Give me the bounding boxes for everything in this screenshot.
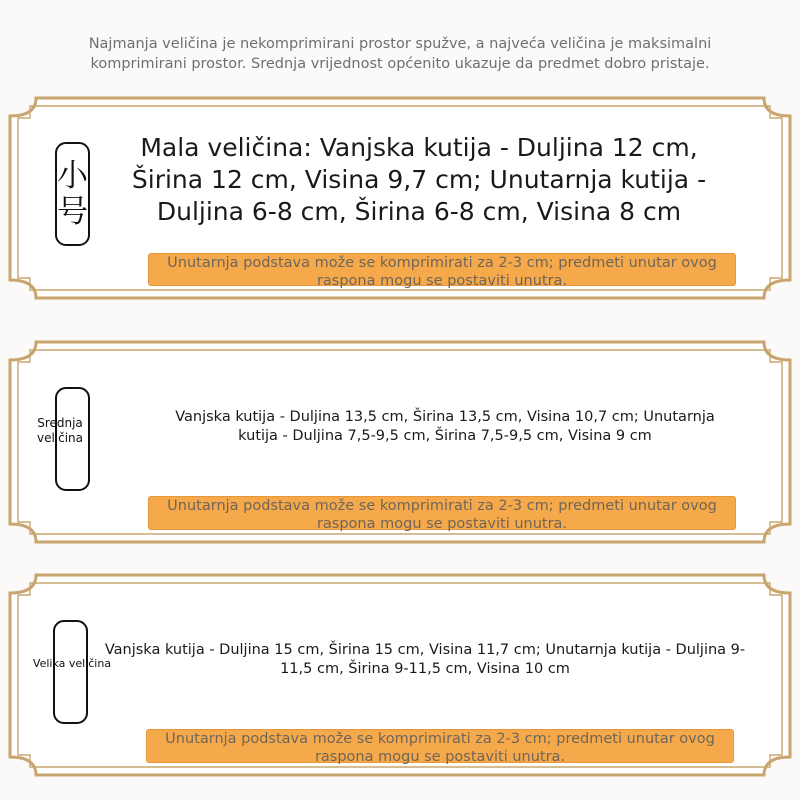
size-card-small (0, 96, 800, 300)
size-badge-small (55, 142, 90, 246)
compression-note: Unutarnja podstava može se komprimirati za 2-3 cm; predmeti unutar ovog raspona mogu se postaviti unutra. (148, 253, 736, 286)
compression-note: Unutarnja podstava može se komprimirati za 2-3 cm; predmeti unutar ovog raspona mogu se postaviti unutra. (146, 729, 734, 763)
size-badge-label: Velika veličina (32, 657, 112, 670)
compression-note: Unutarnja podstava može se komprimirati za 2-3 cm; predmeti unutar ovog raspona mogu se postaviti unutra. (148, 496, 736, 530)
size-badge-label: Srednja veličina (36, 416, 84, 445)
dimensions-text: Vanjska kutija - Duljina 15 cm, Širina 15 cm, Visina 11,7 cm; Unutarnja kutija - Duljina 9-11,5 cm, Širina 9-11,5 cm, Visina 10 cm (104, 642, 746, 677)
size-card-medium (0, 340, 800, 544)
dimensions-text: Vanjska kutija - Duljina 13,5 cm, Širina 13,5 cm, Visina 10,7 cm; Unutarnja kutija - Duljina 7,5-9,5 cm, Širina 7,5-9,5 cm, Visina 9 cm (175, 409, 715, 444)
intro-text: Najmanja veličina je nekomprimirani prostor spužve, a najveća veličina je maksimalni komprimirani prostor. Srednja vrijednost općenito ukazuje da predmet dobro pristaje. (88, 36, 712, 72)
size-badge-large (53, 620, 88, 724)
size-badge-label: 小号 (57, 158, 88, 230)
size-card-large (0, 573, 800, 777)
dimensions-text: Mala veličina: Vanjska kutija - Duljina 12 cm, Širina 12 cm, Visina 9,7 cm; Unutarnja kutija - Duljina 6-8 cm, Širina 6-8 cm, Visina 8 cm (131, 133, 707, 226)
